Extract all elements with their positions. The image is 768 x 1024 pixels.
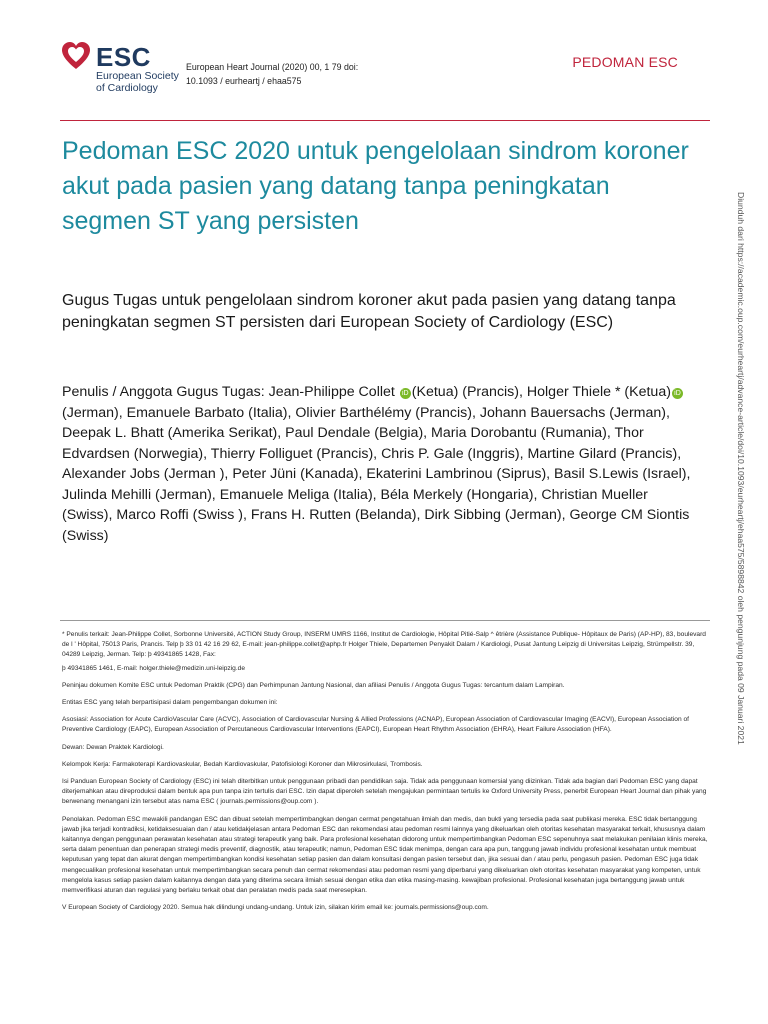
page-title: Pedoman ESC 2020 untuk pengelolaan sindrom koroner akut pada pasien yang datang tanpa peningkatan segmen ST yang persisten [62,137,689,235]
authors-part1: Penulis / Anggota Gugus Tugas: Jean-Philippe Collet [62,384,399,400]
esc-heart-logo-icon [60,40,92,72]
footnote-corresponding: * Penulis terkait: Jean-Philippe Collet, Sorbonne Université, ACTION Study Group, INSERM UMRS 1166, Institut de Cardiologie, Hôpital Pitié-Salp ^ êtrière (Assistance Publique- Hôpitaux de Paris) (AP-HP), 83, boulevard de l ' Hôpital, 75013 Paris, Prancis. Telp þ 33 01 42 16 29 62, E-mail: jean-philippe.collet@aphp.fr Holger Thiele, Departemen Penyakit Dalam / Kardiologi, Pusat Jantung Leipzig di Universitas Leipzig, Strümpellstr. 39, 04289 Leipzig, Jerman. Telp: þ 49341865 1428, Fax: [62,631,706,659]
footnote-entities: Entitas ESC yang telah berpartisipasi dalam pengembangan dokumen ini: [62,699,278,707]
footnote-divider [60,620,710,621]
task-force-subtitle: Gugus Tugas untuk pengelolaan sindrom koroner akut pada pasien yang datang tanpa peningkatan segmen ST persisten dari European Society of Cardiology (ESC) [62,292,676,331]
footnotes [62,630,712,920]
orcid-icon[interactable]: iD [400,388,411,399]
author-list [62,382,702,546]
footnote-associations: Asosiasi: Association for Acute CardioVascular Care (ACVC), Association of Cardiovascular Nursing & Allied Professions (ACNAP), European Association of Cardiovascular Imaging (EACVI), European Association of Preventive Cardiology (EAPC), European Association of Percutaneous Cardiovascular Interventions (EAPCI), European Heart Rhythm Association (EHRA), Heart Failure Association (HFA). [62,716,689,734]
footnote-copyright-line: V European Society of Cardiology 2020. Semua hak dilindungi undang-undang. Untuk izin, silakan kirim email ke: journals.permissions@oup.com. [62,904,489,912]
header-divider [60,120,710,121]
section-label: PEDOMAN ESC [572,54,678,70]
footnote-reviewers: Peninjau dokumen Komite ESC untuk Pedoman Praktik (CPG) dan Perhimpunan Jantung Nasional, dan afiliasi Penulis / Anggota Gugus Tugas: tercantum dalam Lampiran. [62,681,565,689]
footnote-council: Dewan: Dewan Praktek Kardiologi. [62,743,164,751]
orcid-icon[interactable]: iD [672,388,683,399]
journal-line1: European Heart Journal (2020) 00, 1 79 doi: [186,62,359,72]
journal-citation [186,60,376,88]
esc-logo [60,40,190,100]
logo-society-line1: European Society [96,70,179,82]
footnote-working-groups: Kelompok Kerja: Farmakoterapi Kardiovaskular, Bedah Kardiovaskular, Patofisiologi Koroner dan Mikrosirkulasi, Trombosis. [62,760,423,768]
journal-doi[interactable]: 10.1093 / eurheartj / ehaa575 [186,76,302,86]
footnote-phone: þ 49341865 1461, E-mail: holger.thiele@medizin.uni-leipzig.de [62,664,246,672]
footnote-copyright-use: Isi Panduan European Society of Cardiology (ESC) ini telah diterbitkan untuk penggunaan pribadi dan pendidikan saja. Tidak ada penggunaan komersial yang diizinkan. Tidak ada bagian dari Pedoman ESC yang dapat diterjemahkan atau direproduksi dalam bentuk apa pun tanpa izin tertulis dari ESC. Izin dapat diperoleh setelah mengajukan permintaan tertulis ke Oxford University Press, penerbit European Heart Journal dan pihak yang berwenang menangani izin tersebut atas nama ESC ( journals.permissions@oup.com ). [62,778,707,806]
logo-abbrev: ESC [96,42,151,72]
footnote-disclaimer: Penolakan. Pedoman ESC mewakili pandangan ESC dan dibuat setelah mempertimbangkan dengan cermat pengetahuan ilmiah dan medis, dan bukti yang tersedia pada saat publikasi mereka. ESC tidak bertanggung jawab jika terjadi kontradiksi, ketidaksesuaian dan / atau ketidakjelasan antara Pedoman ESC dan rekomendasi atau pedoman resmi lainnya yang dikeluarkan oleh otoritas kesehatan masyarakat terkait, khususnya dalam kaitannya dengan penggunaan perawatan kesehatan atau strategi terapeutik yang baik. Para profesional kesehatan didorong untuk mempertimbangkan Pedoman ESC sepenuhnya saat melakukan penilaian klinis mereka, serta dalam penentuan dan penerapan strategi medis preventif, diagnostik, atau terapeutik; namun, Pedoman ESC tidak menimpa, dengan cara apa pun, tanggung jawab individu profesional kesehatan untuk membuat keputusan yang tepat dan akurat dengan mempertimbangkan kondisi kesehatan setiap pasien dan dalam konsultasi dengan pasien tersebut dan, jika sesuai dan / atau perlu, pengasuh pasien. Pedoman ESC juga tidak mengecualikan profesional kesehatan untuk mempertimbangkan secara penuh dan cermat rekomendasi atau pedoman resmi yang diperbarui yang dikeluarkan oleh otoritas kesehatan masyarakat yang kompeten, untuk mengelola kasus setiap pasien dalam kaitannya dengan data yang diterima secara ilmiah sesuai dengan etika dan etika masing-masing. kewajiban profesional. Profesional kesehatan juga bertanggung jawab untuk memverifikasi aturan dan regulasi yang berlaku terkait obat dan peralatan medis pada saat meresepkan. [62,815,708,895]
authors-part2: (Ketua) (Prancis), Holger Thiele * (Ketua) [411,384,671,400]
logo-society-line2: of Cardiology [96,82,158,94]
download-note: Diunduh dari https://academic.oup.com/eurheartj/advance-article/doi/10.1093/eurheartj/ehaa575/5898842 oleh pengunjung pada 09 Januari 2021 [736,192,746,745]
authors-part3: (Jerman), Emanuele Barbato (Italia), Olivier Barthélémy (Prancis), Johann Bauersachs (Jerman), Deepak L. Bhatt (Amerika Serikat), Paul Dendale (Belgia), Maria Dorobantu (Rumania), Thor Edvardsen (Norwegia), Thierry Folliguet (Prancis), Chris P. Gale (Inggris), Martine Gilard (Prancis), Alexander Jobs (Jerman ), Peter Jüni (Kanada), Ekaterini Lambrinou (Siprus), Basil S.Lewis (Israel), Julinda Mehilli (Jerman), Emanuele Meliga (Italia), Béla Merkely (Hongaria), Christian Mueller (Swiss), Marco Roffi (Swiss ), Frans H. Rutten (Belanda), Dirk Sibbing (Jerman), George CM Siontis (Swiss) [62,404,691,544]
